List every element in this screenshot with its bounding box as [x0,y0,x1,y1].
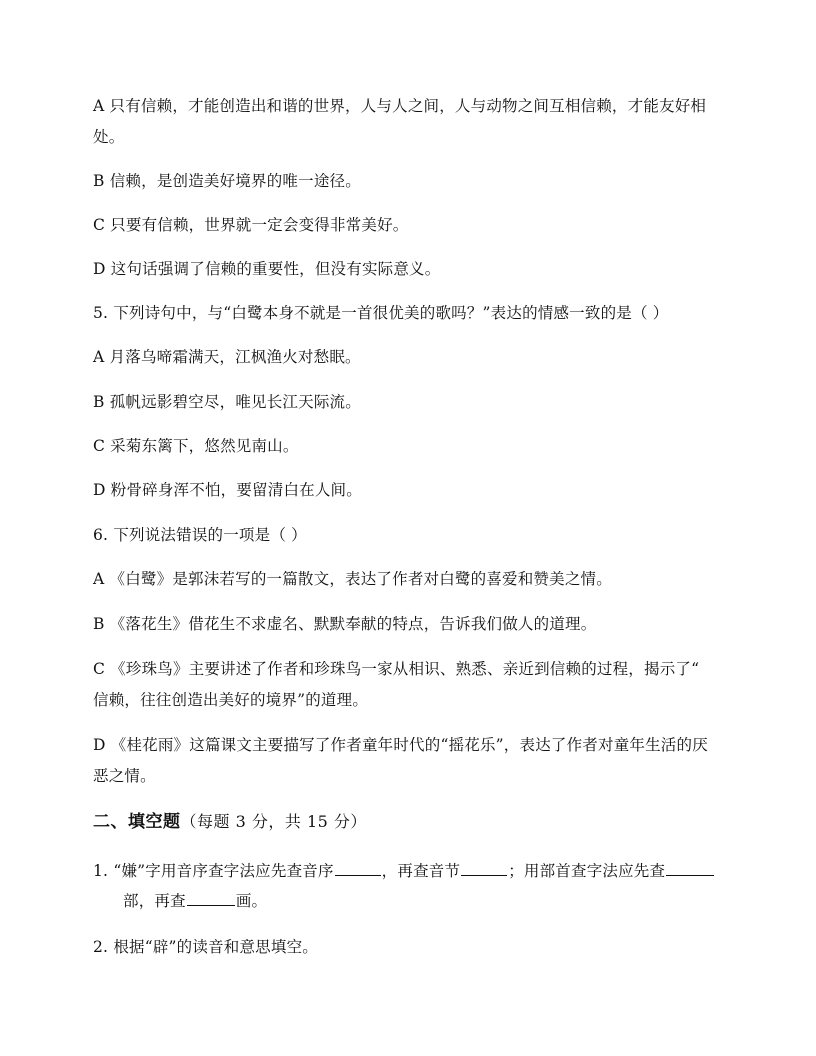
fill1-text-5: 画。 [235,892,268,910]
fill1-blank-3[interactable] [666,857,714,876]
q4-option-b: B 信赖，是创造美好境界的唯一途径。 [93,172,361,190]
fill1-text-4: 部，再查 [123,892,186,910]
question-6: 6. 下列说法错误的一项是（ ） [93,526,307,544]
q6-option-d-line2: 恶之情。 [93,767,156,785]
q4-option-d: D 这句话强调了信赖的重要性，但没有实际意义。 [93,260,441,278]
fill1-text-1: 1. “嫌”字用音序查字法应先查音序 [93,862,334,880]
fill1-blank-1[interactable] [335,857,381,876]
q6-option-d-line1: D 《桂花雨》这篇课文主要描写了作者童年时代的“摇花乐”，表达了作者对童年生活的厌 [93,736,708,754]
fill-question-1-line1 [93,856,733,886]
q5-option-a: A 月落乌啼霜满天，江枫渔火对愁眠。 [93,348,361,366]
fill1-blank-2[interactable] [461,857,507,876]
question-5: 5. 下列诗句中，与“白鹭本身不就是一首很优美的歌吗？”表达的情感一致的是（ ） [93,304,669,322]
q4-option-c: C 只要有信赖，世界就一定会变得非常美好。 [93,216,409,234]
fill1-text-3: ；用部首查字法应先查 [508,862,666,880]
q6-option-b: B 《落花生》借花生不求虚名、默默奉献的特点，告诉我们做人的道理。 [93,615,597,633]
q4-option-a-line2: 处。 [93,128,125,146]
q6-option-c-line1: C 《珍珠鸟》主要讲述了作者和珍珠鸟一家从相识、熟悉、亲近到信赖的过程，揭示了“ [93,660,700,678]
q5-option-d: D 粉骨碎身浑不怕，要留清白在人间。 [93,481,362,499]
q4-option-a-line1: A 只有信赖，才能创造出和谐的世界，人与人之间，人与动物之间互相信赖，才能友好相 [93,97,707,115]
section-2-heading [93,807,733,837]
fill1-blank-4[interactable] [187,887,235,906]
q5-option-b: B 孤帆远影碧空尽，唯见长江天际流。 [93,393,361,411]
section-2-subtitle: （每题 3 分，共 15 分） [180,812,367,831]
fill-question-2: 2. 根据“辟”的读音和意思填空。 [93,938,318,956]
q6-option-a: A 《白鹭》是郭沫若写的一篇散文，表达了作者对白鹭的喜爱和赞美之情。 [93,570,612,588]
section-2-title: 二、填空题 [93,812,181,832]
fill-question-1-line2 [123,886,763,916]
fill1-text-2: ，再查音节 [381,862,461,880]
q6-option-c-line2: 信赖，往往创造出美好的境界”的道理。 [93,691,369,709]
q5-option-c: C 采菊东篱下，悠然见南山。 [93,437,299,455]
